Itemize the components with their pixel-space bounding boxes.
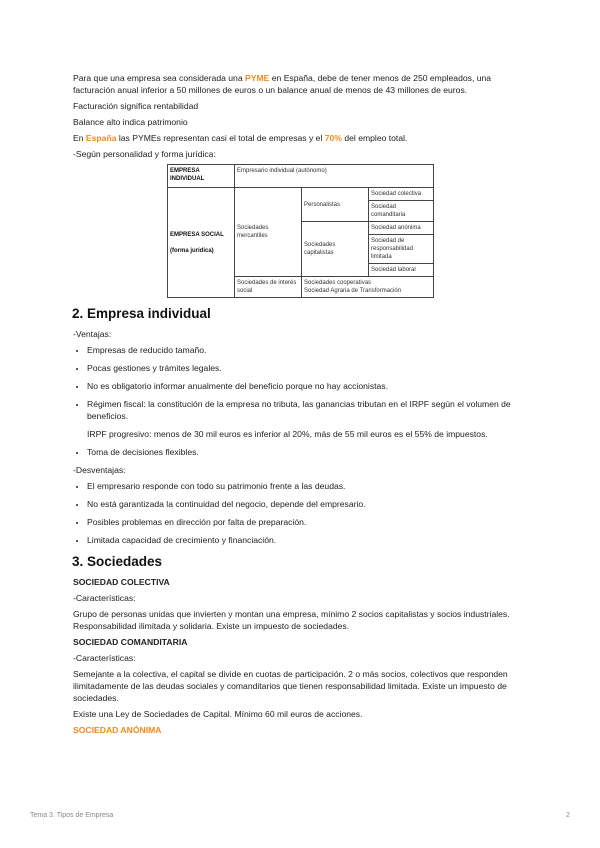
footer-title: Tema 3. Tipos de Empresa [30,812,114,819]
list-item: • Empresas de reducido tamaño. [87,344,528,356]
ventajas-label: -Ventajas: [73,329,112,339]
capitalistas-cell: Sociedades capitalistas [302,222,369,277]
percent-highlight: 70% [324,133,342,143]
anonima-heading: SOCIEDAD ANÓNIMA [73,725,162,735]
desventajas-label: -Desventajas: [73,465,126,475]
colectiva-heading: SOCIEDAD COLECTIVA [73,577,170,587]
individual-value: Empresario individual (autónomo) [235,165,434,188]
limitada-cell: Sociedad de responsabilidad limitada [369,235,434,264]
individual-label: EMPRESA INDIVIDUAL [168,165,235,188]
list-item: • Toma de decisiones flexibles. [87,446,528,458]
list-item: • Pocas gestiones y trámites legales. [87,362,528,374]
pyme-definition: Para que una empresa sea considerada una PYME en España, debe de tener menos de 250 empleados, una facturación anual inferior a 50 millones de euros o un balance anual de menos de 43 millones de euros. [73,73,492,95]
social-label: EMPRESA SOCIAL (forma jurídica) [168,188,235,298]
comanditaria-cell: Sociedad comanditaria [369,201,434,222]
balance-note: Balance alto indica patrimonio [73,117,188,127]
comanditaria-capital-note: Existe una Ley de Sociedades de Capital. Mínimo 60 mil euros de acciones. [73,709,363,719]
company-types-table [167,164,434,298]
pyme-highlight: PYME [245,73,270,83]
irpf-note: IRPF progresivo: menos de 30 mil euros es inferior al 20%, más de 55 mil euros es el 55% de impuestos. [87,429,488,439]
page-number: 2 [566,812,570,819]
classification-intro: -Según personalidad y forma jurídica: [73,149,216,159]
document-body [73,72,528,740]
spain-highlight: España [85,133,117,143]
colectiva-cell: Sociedad colectiva [369,188,434,201]
colectiva-text: Grupo de personas unidas que invierten y montan una empresa, mínimo 2 socios capitalistas y socios industriales. Responsabilidad ilimitada y solidaria. Existe un impuesto de sociedades. [73,609,510,631]
section-title-sociedades: 3. Sociedades [72,554,163,569]
laboral-cell: Sociedad laboral [369,264,434,277]
comanditaria-text: Semejante a la colectiva, el capital se divide en cuotas de participación. 2 o más socios, colectivos que responden ilimitadamente de las deudas sociales y comanditarios que tienen responsabilidad limitada. Existe un impuesto de sociedades. [73,669,508,703]
personalistas-cell: Personalistas [302,188,369,222]
section-title-individual: 2. Empresa individual [72,306,211,321]
colectiva-characteristics-label: -Características: [73,593,136,603]
list-item: • Limitada capacidad de crecimiento y financiación. [87,534,528,546]
spain-stats: En España las PYMEs representan casi el total de empresas y el 70% del empleo total. [73,133,408,143]
interes-cell: Sociedades de interés social [235,277,302,298]
list-item: • Posibles problemas en dirección por falta de preparación. [87,516,528,528]
comanditaria-characteristics-label: -Características: [73,653,136,663]
mercantiles-cell: Sociedades mercantiles [235,188,302,277]
list-item: • El empresario responde con todo su patrimonio frente a las deudas. [87,480,528,492]
ventajas-list [73,344,528,458]
list-item: • No es obligatorio informar anualmente del beneficio porque no hay accionistas. [87,380,528,392]
interes-values: Sociedades cooperativas Sociedad Agraria de Transformación [302,277,434,298]
desventajas-list [73,480,528,546]
comanditaria-heading: SOCIEDAD COMANDITARIA [73,637,188,647]
list-item: • No está garantizada la continuidad del negocio, depende del empresario. [87,498,528,510]
anonima-cell: Sociedad anónima [369,222,434,235]
facturacion-note: Facturación significa rentabilidad [73,101,199,111]
list-item: • Régimen fiscal: la constitución de la empresa no tributa, las ganancias tributan en el IRPF según el volumen de beneficios. IRPF progresivo: menos de 30 mil euros es inferior al 20%, más de 55 mil euros es el 55% de impuestos. [87,398,528,440]
